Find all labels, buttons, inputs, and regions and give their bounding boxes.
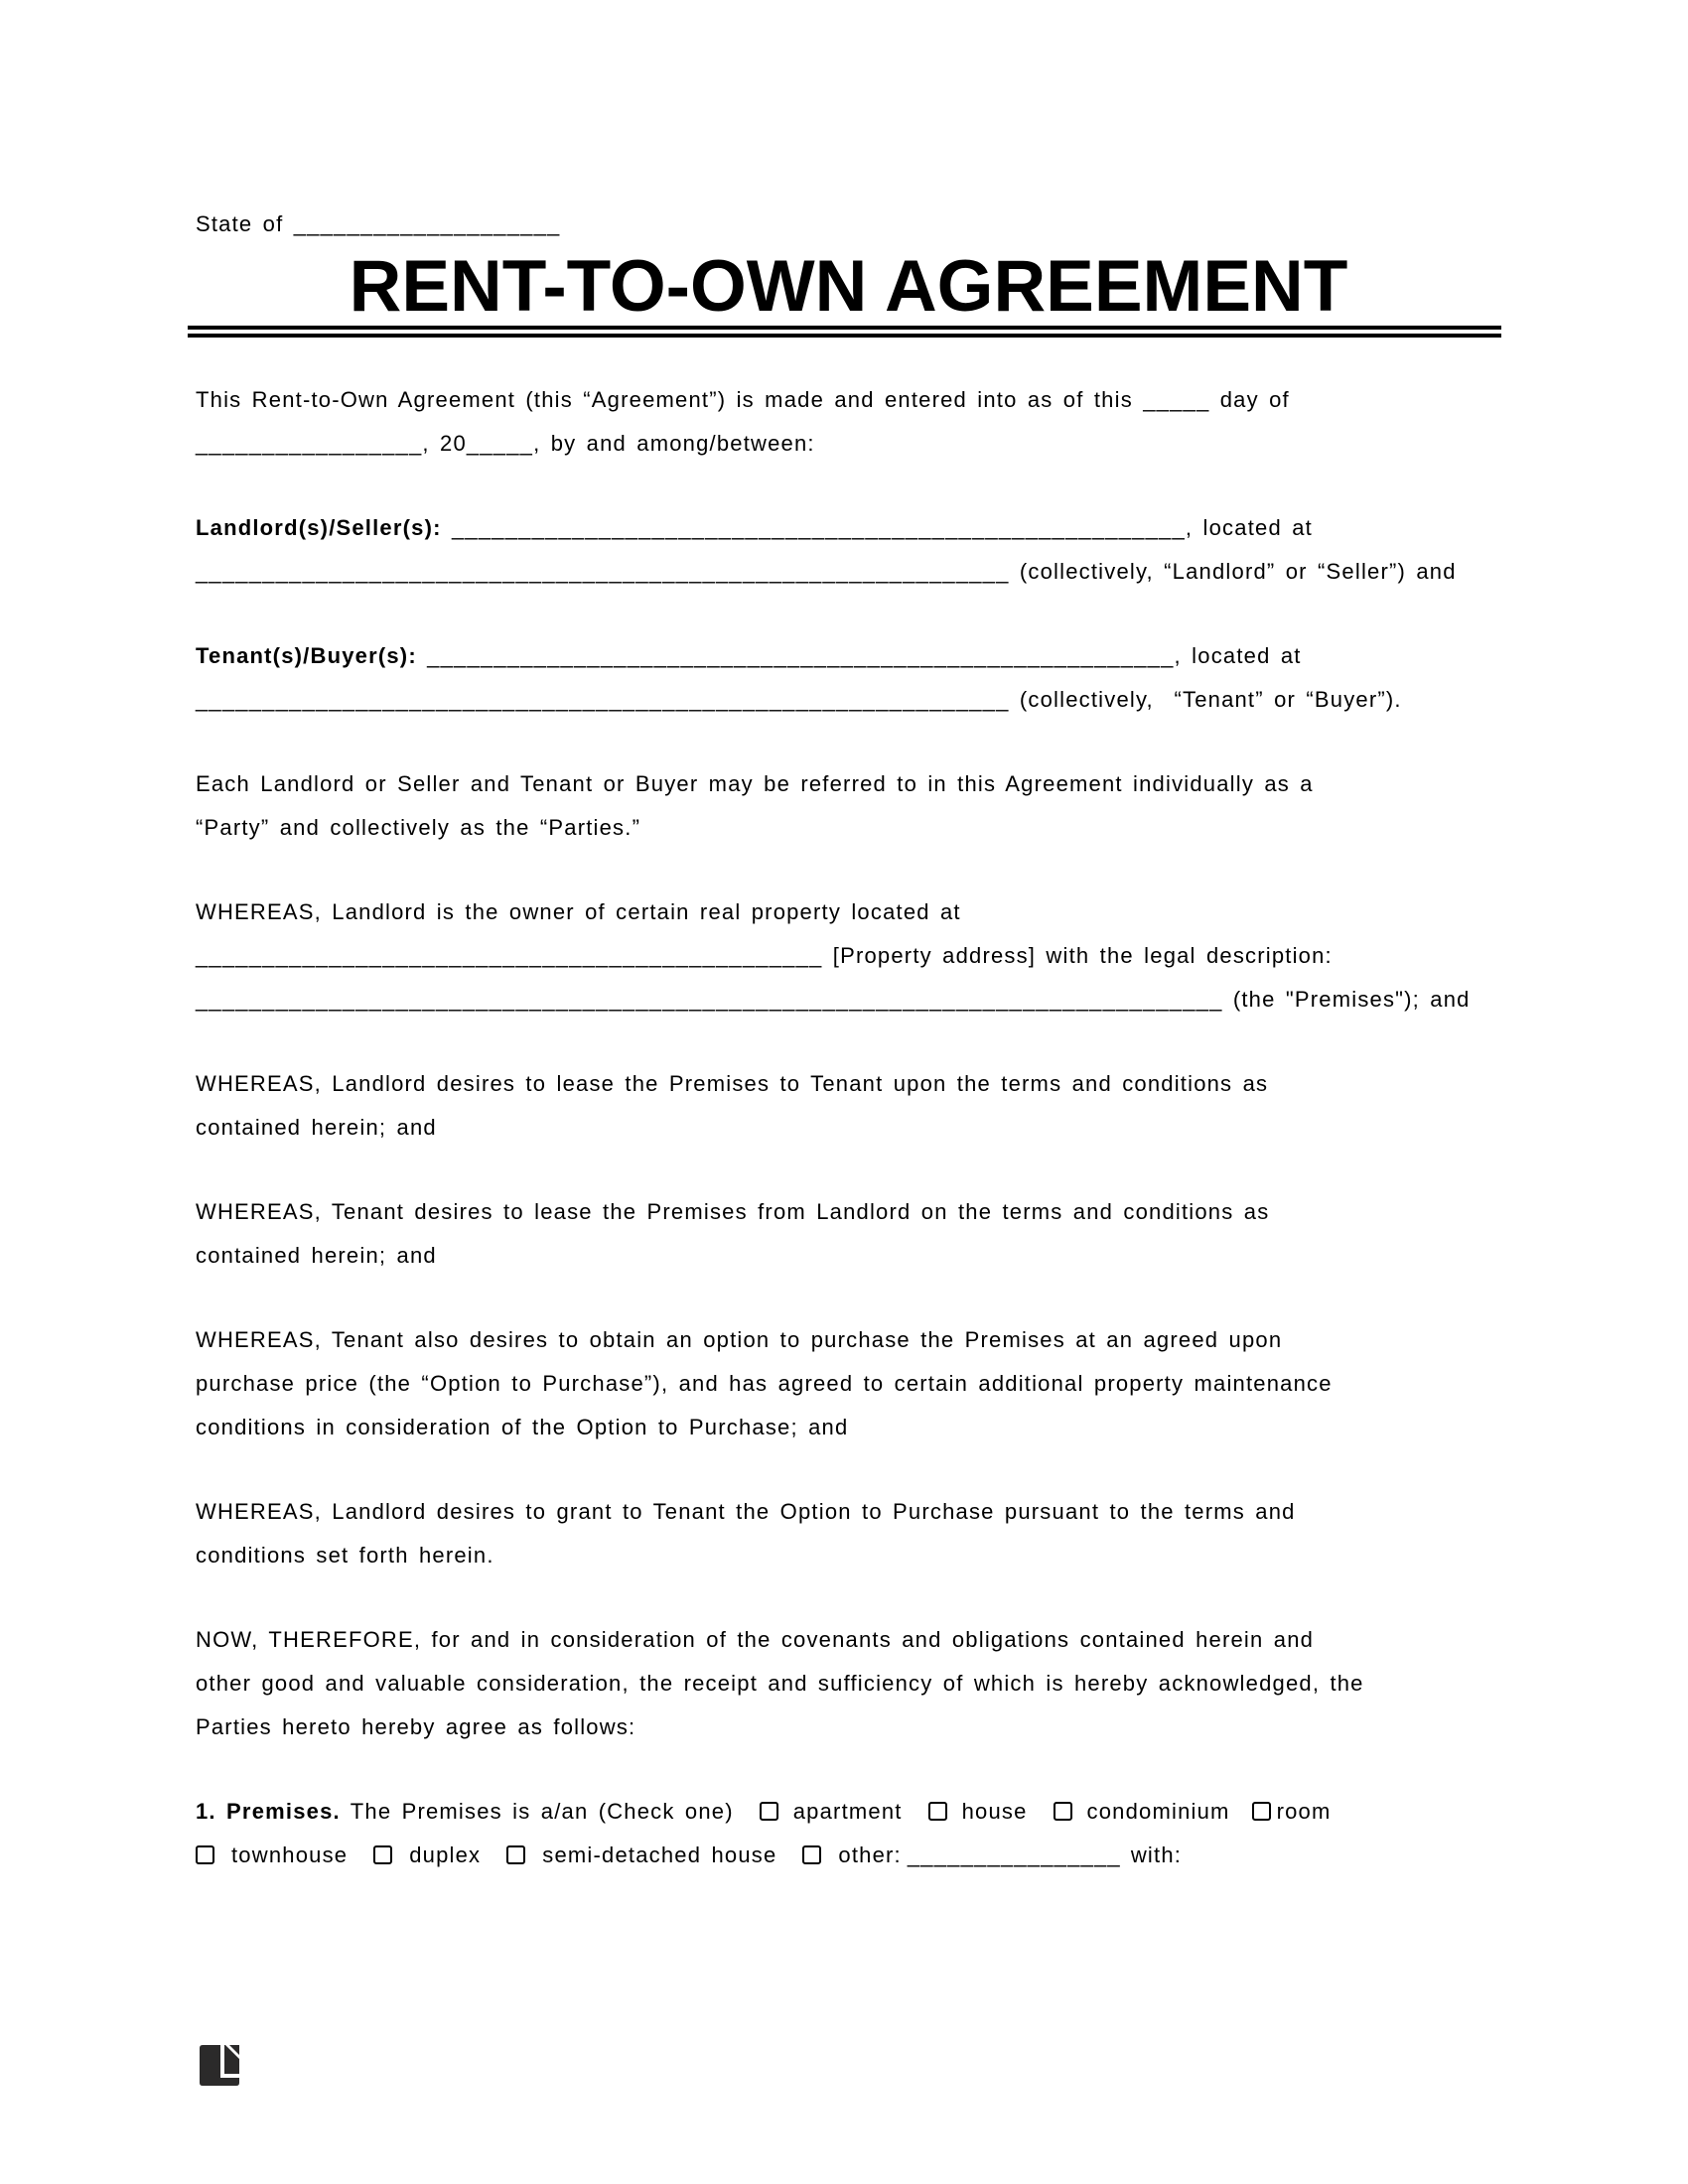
paragraph-line: contained herein; and bbox=[196, 1243, 437, 1268]
option-other bbox=[776, 1843, 901, 1867]
paragraph-line: WHEREAS, Landlord is the owner of certain real property located at bbox=[196, 899, 961, 924]
premises-checkbox-row-2 bbox=[196, 1834, 1501, 1877]
paragraph-line: conditions set forth herein. bbox=[196, 1543, 494, 1568]
state-of-line: State of ____________________ bbox=[196, 211, 561, 236]
option-label: room bbox=[1276, 1799, 1332, 1824]
checkbox-duplex-icon[interactable] bbox=[373, 1845, 392, 1864]
legaltemplates-logo bbox=[200, 2045, 239, 2086]
premises-section-heading: 1. Premises. bbox=[196, 1799, 341, 1824]
checkbox-house-icon[interactable] bbox=[928, 1802, 947, 1821]
option-apartment bbox=[734, 1799, 903, 1824]
tenant-address-blank: _____________________________________________________________ (collectively, “Tenant” or “Buyer”). bbox=[196, 687, 1402, 712]
title-divider-rule bbox=[188, 326, 1501, 338]
landlord-seller-label: Landlord(s)/Seller(s): bbox=[196, 515, 442, 540]
page-title: RENT-TO-OWN AGREEMENT bbox=[349, 246, 1348, 327]
checkbox-room-icon[interactable] bbox=[1252, 1802, 1271, 1821]
other-text-blank: ________________ bbox=[907, 1843, 1121, 1867]
whereas-tenant-lease-paragraph bbox=[196, 1190, 1501, 1278]
legal-description-blank: _____________________________________________________________________________ (the "Premises"); and bbox=[196, 987, 1471, 1012]
option-label: duplex bbox=[409, 1843, 482, 1867]
checkbox-townhouse-icon[interactable] bbox=[196, 1845, 214, 1864]
paragraph-line: WHEREAS, Tenant desires to lease the Premises from Landlord on the terms and conditions as bbox=[196, 1199, 1270, 1224]
paragraph-line: WHEREAS, Tenant also desires to obtain an option to purchase the Premises at an agreed upon bbox=[196, 1327, 1283, 1352]
paragraph-line: Parties hereto hereby agree as follows: bbox=[196, 1714, 636, 1739]
paragraph-line: purchase price (the “Option to Purchase”), and has agreed to certain additional property maintenance bbox=[196, 1371, 1333, 1396]
option-label: other: bbox=[838, 1843, 902, 1867]
tenant-buyer-paragraph bbox=[196, 634, 1501, 722]
paragraph-line bbox=[196, 506, 1501, 550]
premises-intro-text: The Premises is a/an (Check one) bbox=[340, 1799, 734, 1824]
paragraph-line: “Party” and collectively as the “Parties.” bbox=[196, 815, 641, 840]
paragraph-line: WHEREAS, Landlord desires to grant to Tenant the Option to Purchase pursuant to the terms and bbox=[196, 1499, 1296, 1524]
legaltemplates-logo-icon bbox=[200, 2045, 239, 2086]
option-label: townhouse bbox=[231, 1843, 349, 1867]
tenant-buyer-label: Tenant(s)/Buyer(s): bbox=[196, 643, 417, 668]
intro-paragraph bbox=[196, 378, 1501, 466]
checkbox-other-icon[interactable] bbox=[802, 1845, 821, 1864]
with-label: with: bbox=[1130, 1843, 1183, 1867]
whereas-landlord-lease-paragraph bbox=[196, 1062, 1501, 1150]
property-address-blank: _______________________________________________ [Property address] with the legal description: bbox=[196, 943, 1333, 968]
option-label: house bbox=[961, 1799, 1028, 1824]
landlord-seller-paragraph bbox=[196, 506, 1501, 594]
landlord-name-blank: _______________________________________________________, located at bbox=[441, 515, 1313, 540]
document-content bbox=[196, 0, 1501, 1877]
checkbox-apartment-icon[interactable] bbox=[760, 1802, 778, 1821]
landlord-address-blank: _____________________________________________________________ (collectively, “Landlord” or “Seller”) and bbox=[196, 559, 1457, 584]
option-house bbox=[903, 1799, 1028, 1824]
paragraph-line bbox=[196, 634, 1501, 678]
parties-paragraph bbox=[196, 762, 1501, 850]
premises-section bbox=[196, 1790, 1501, 1877]
option-condominium bbox=[1028, 1799, 1230, 1824]
option-label: semi-detached house bbox=[542, 1843, 777, 1867]
option-townhouse bbox=[196, 1843, 348, 1867]
premises-checkbox-row-1 bbox=[196, 1790, 1501, 1834]
checkbox-condominium-icon[interactable] bbox=[1054, 1802, 1072, 1821]
option-label: apartment bbox=[792, 1799, 903, 1824]
tenant-name-blank: ________________________________________________________, located at bbox=[416, 643, 1302, 668]
checkbox-semi-detached-icon[interactable] bbox=[506, 1845, 525, 1864]
paragraph-line: conditions in consideration of the Option to Purchase; and bbox=[196, 1415, 849, 1439]
paragraph-line: NOW, THEREFORE, for and in consideration of the covenants and obligations contained herein and bbox=[196, 1627, 1315, 1652]
option-duplex bbox=[348, 1843, 481, 1867]
option-room bbox=[1230, 1799, 1332, 1824]
paragraph-line: This Rent-to-Own Agreement (this “Agreement”) is made and entered into as of this _____ day of bbox=[196, 387, 1290, 412]
paragraph-line: contained herein; and bbox=[196, 1115, 437, 1140]
now-therefore-paragraph bbox=[196, 1618, 1501, 1749]
whereas-option-paragraph bbox=[196, 1318, 1501, 1449]
whereas-grant-paragraph bbox=[196, 1490, 1501, 1577]
option-label: condominium bbox=[1086, 1799, 1230, 1824]
paragraph-line: WHEREAS, Landlord desires to lease the Premises to Tenant upon the terms and conditions as bbox=[196, 1071, 1269, 1096]
option-semi-detached-house bbox=[481, 1843, 776, 1867]
paragraph-line: other good and valuable consideration, the receipt and sufficiency of which is hereby acknowledged, the bbox=[196, 1671, 1364, 1696]
paragraph-line: _________________, 20_____, by and among/between: bbox=[196, 431, 815, 456]
paragraph-line: Each Landlord or Seller and Tenant or Buyer may be referred to in this Agreement individually as a bbox=[196, 771, 1314, 796]
whereas-property-paragraph bbox=[196, 890, 1501, 1022]
